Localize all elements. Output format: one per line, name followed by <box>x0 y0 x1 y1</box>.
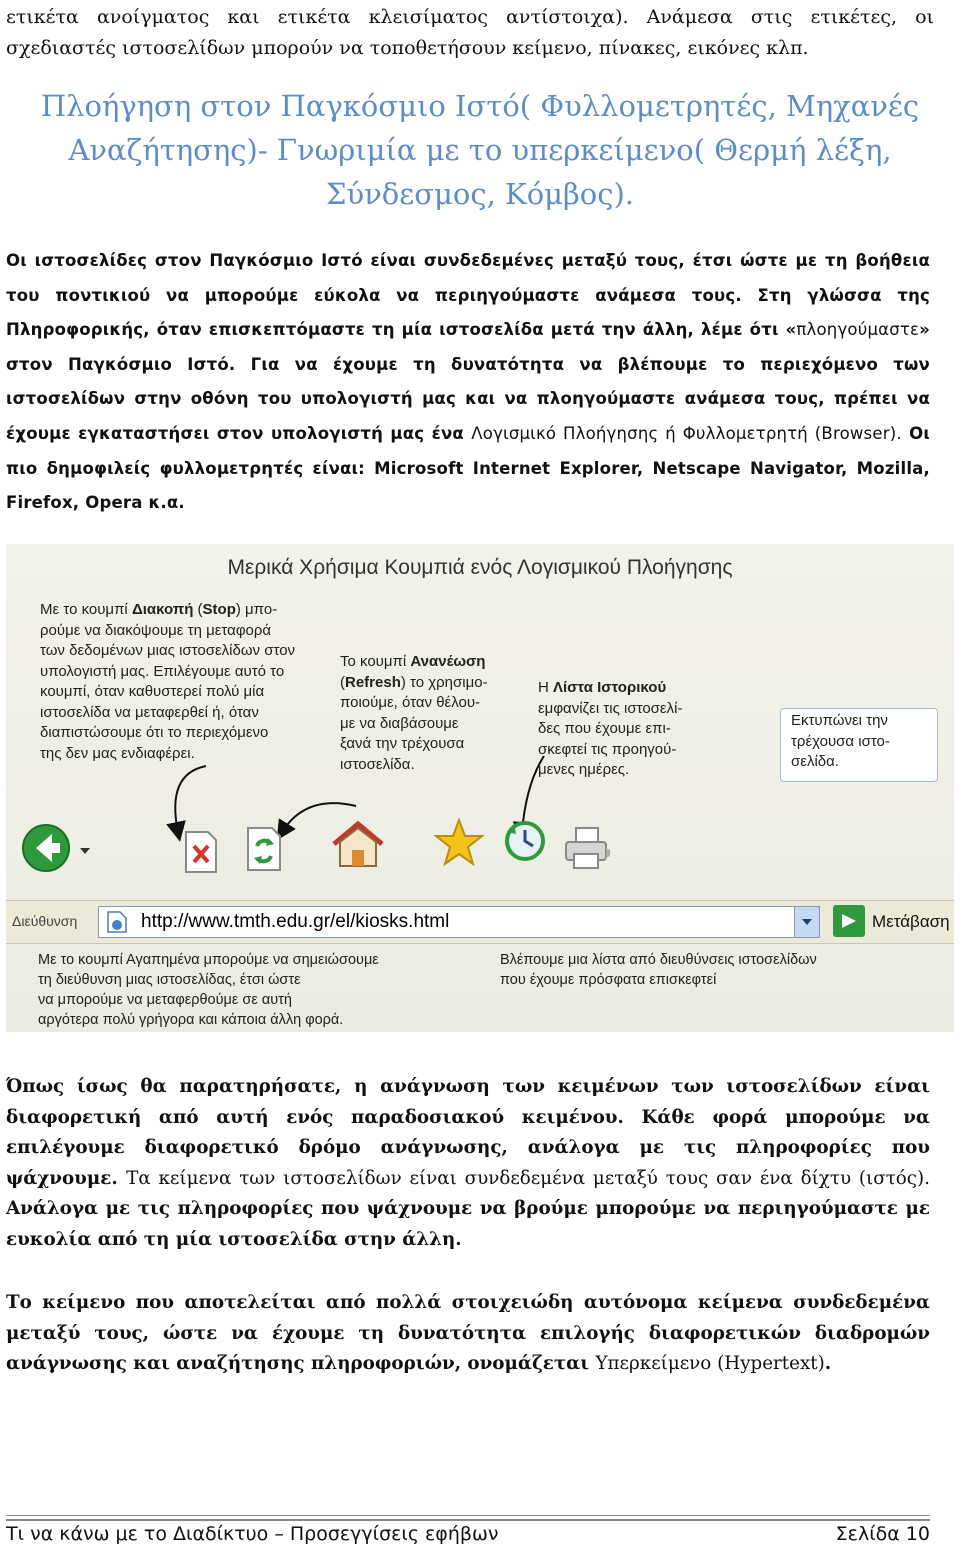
p1-normal-a: πλοηγούμαστε <box>796 320 920 340</box>
home-icon[interactable] <box>330 820 386 870</box>
paragraph-reading: Όπως ίσως θα παρατηρήσατε, η ανάγνωση των κειμένων των ιστοσελίδων είναι διαφορετική από αυτή ενός παραδοσιακού κειμένου. Κάθε φορά μπορούμε να επιλέγουμε διαφορετικό δρόμο ανάγνωσης, ανάλογα με τις πληροφορίες που ψάχνουμε. Τα κείμενα των ιστοσελίδων είναι συνδεδεμένα μεταξύ τους σαν ένα δίχτυ (ιστός). Ανάλογα με τις πληροφορίες που ψάχνουμε να βρούμε μπορούμε να περιηγούμαστε με ευκολία από τη μία ιστοσελίδα στην άλλη. <box>6 1076 930 1250</box>
figure-title: Μερικά Χρήσιμα Κουμπιά ενός Λογισμικού Πλοήγησης <box>227 556 733 579</box>
back-icon[interactable] <box>20 822 72 874</box>
address-input[interactable] <box>98 906 820 938</box>
address-label: Διεύθυνση <box>12 913 78 929</box>
refresh-note: Το κουμπί Ανανέωση (Refresh) το χρησιμο- ποιούμε, όταν θέλου- με να διαβάσουμε ξανά την τρέχουσα ιστοσελίδα. <box>340 653 488 773</box>
p1-bold-a: Οι ιστοσελίδες στον Παγκόσμιο Ιστό είναι συνδεδεμένες μεταξύ τους, έτσι ώστε με τη βοήθεια του ποντικιού να μπορούμε εύκολα να περιηγούμαστε ανάμεσα τους. Στη γλώσσα της Πληροφορικής, όταν επισκεπτόμαστε τη μία ιστοσελίδα μετά την άλλη, λέμε ότι « <box>6 251 930 340</box>
print-note: Εκτυπώνει την τρέχουσα ιστο- σελίδα. <box>780 708 938 782</box>
p1-bold-c: Οι πιο δημοφιλείς φυλλομετρητές είναι: Microsoft Internet Explorer, Netscape Navigator, Mozilla, Firefox, Opera κ.α. <box>6 423 930 513</box>
intro-paragraph: ετικέτα ανοίγματος και ετικέτα κλεισίματος αντίστοιχα). Ανάμεσα στις ετικέτες, οι σχεδιαστές ιστοσελίδων μπορούν να τοποθετήσουν κείμενο, πίνακες, εικόνες κλπ. <box>6 6 934 59</box>
page-footer <box>6 1523 930 1545</box>
go-label: Μετάβαση <box>872 912 950 931</box>
page-number: Σελίδα 10 <box>835 1523 930 1545</box>
go-arrow-icon <box>832 904 866 938</box>
footer-rule-thick <box>6 1519 930 1521</box>
address-bar <box>6 900 954 944</box>
page-icon <box>105 911 129 933</box>
callout-arrows <box>6 544 954 844</box>
paragraph-browsing <box>6 244 930 521</box>
address-url: http://www.tmth.edu.gr/el/kiosks.html <box>141 911 450 932</box>
history-icon[interactable] <box>504 820 546 862</box>
p1-normal-b: Λογισμικό Πλοήγησης ή Φυλλομετρητή (Browser). <box>471 423 902 443</box>
stop-note: Με το κουμπί Διακοπή (Stop) μπο- ρούμε να διακόψουμε τη μεταφορά των δεδομένων μιας ιστοσελίδων στον υπολογιστή μας. Επιλέγουμε αυτό το κουμπί, όταν καθυστερεί πολύ μία ιστοσελίδα να μεταφερθεί ή, όταν διαπιστώσουμε ότι το περιεχόμενο της δεν μας ενδιαφέρει. <box>40 601 296 762</box>
footer-title: Τι να κάνω με το Διαδίκτυο – Προσεγγίσεις εφήβων <box>6 1523 499 1545</box>
favorites-note: Με το κουμπί Αγαπημένα μπορούμε να σημειώσουμε τη διεύθυνση μιας ιστοσελίδας, έτσι ώστε να μπορούμε να μεταφερθούμε σε αυτή αργότερα πολύ γρήγορα και κάποια άλλη φορά. <box>38 952 379 1028</box>
p1-bold-b: » στον Παγκόσμιο Ιστό. Για να έχουμε τη δυνατότητα να βλέπουμε το περιεχόμενο των ιστοσελίδων στην οθόνη του υπολογιστή μας και να πλοηγούμαστε ανάμεσα τους, πρέπει να έχουμε εγκαταστήσει στον υπολογιστή μας ένα <box>6 320 930 443</box>
stop-icon[interactable] <box>184 830 218 874</box>
print-icon[interactable] <box>564 826 612 870</box>
footer-rule-thin <box>6 1515 930 1516</box>
go-button[interactable] <box>832 904 950 938</box>
history-note: Η Λίστα Ιστορικού εμφανίζει τις ιστοσελί- δες που έχουμε επι- σκεφτεί τις προηγού- μενες ημέρες. <box>538 679 683 778</box>
browser-buttons-figure <box>6 544 954 1032</box>
paragraph-hypertext: Το κείμενο που αποτελείται από πολλά στοιχειώδη αυτόνομα κείμενα συνδεδεμένα μεταξύ τους, ώστε να έχουμε τη δυνατότητα επιλογής διαφορετικών διαδρομών ανάγνωσης και αναζήτησης πληροφοριών, ονομάζεται Υπερκείμενο (Hypertext). <box>6 1292 930 1375</box>
chevron-down-icon <box>795 907 819 937</box>
refresh-icon[interactable] <box>246 826 282 872</box>
address-dropdown[interactable] <box>794 907 819 937</box>
section-heading: Πλοήγηση στον Παγκόσμιο Ιστό( Φυλλομετρητές, Μηχανές Αναζήτησης)- Γνωριμία με το υπερκείμενο( Θερμή λέξη, Σύνδεσμος, Κόμβος). <box>40 89 920 211</box>
favorites-star-icon[interactable] <box>434 818 484 868</box>
address-list-note: Βλέπουμε μια λίστα από διευθύνσεις ιστοσελίδων που έχουμε πρόσφατα επισκεφτεί <box>500 952 817 988</box>
chevron-down-icon[interactable] <box>78 844 92 858</box>
